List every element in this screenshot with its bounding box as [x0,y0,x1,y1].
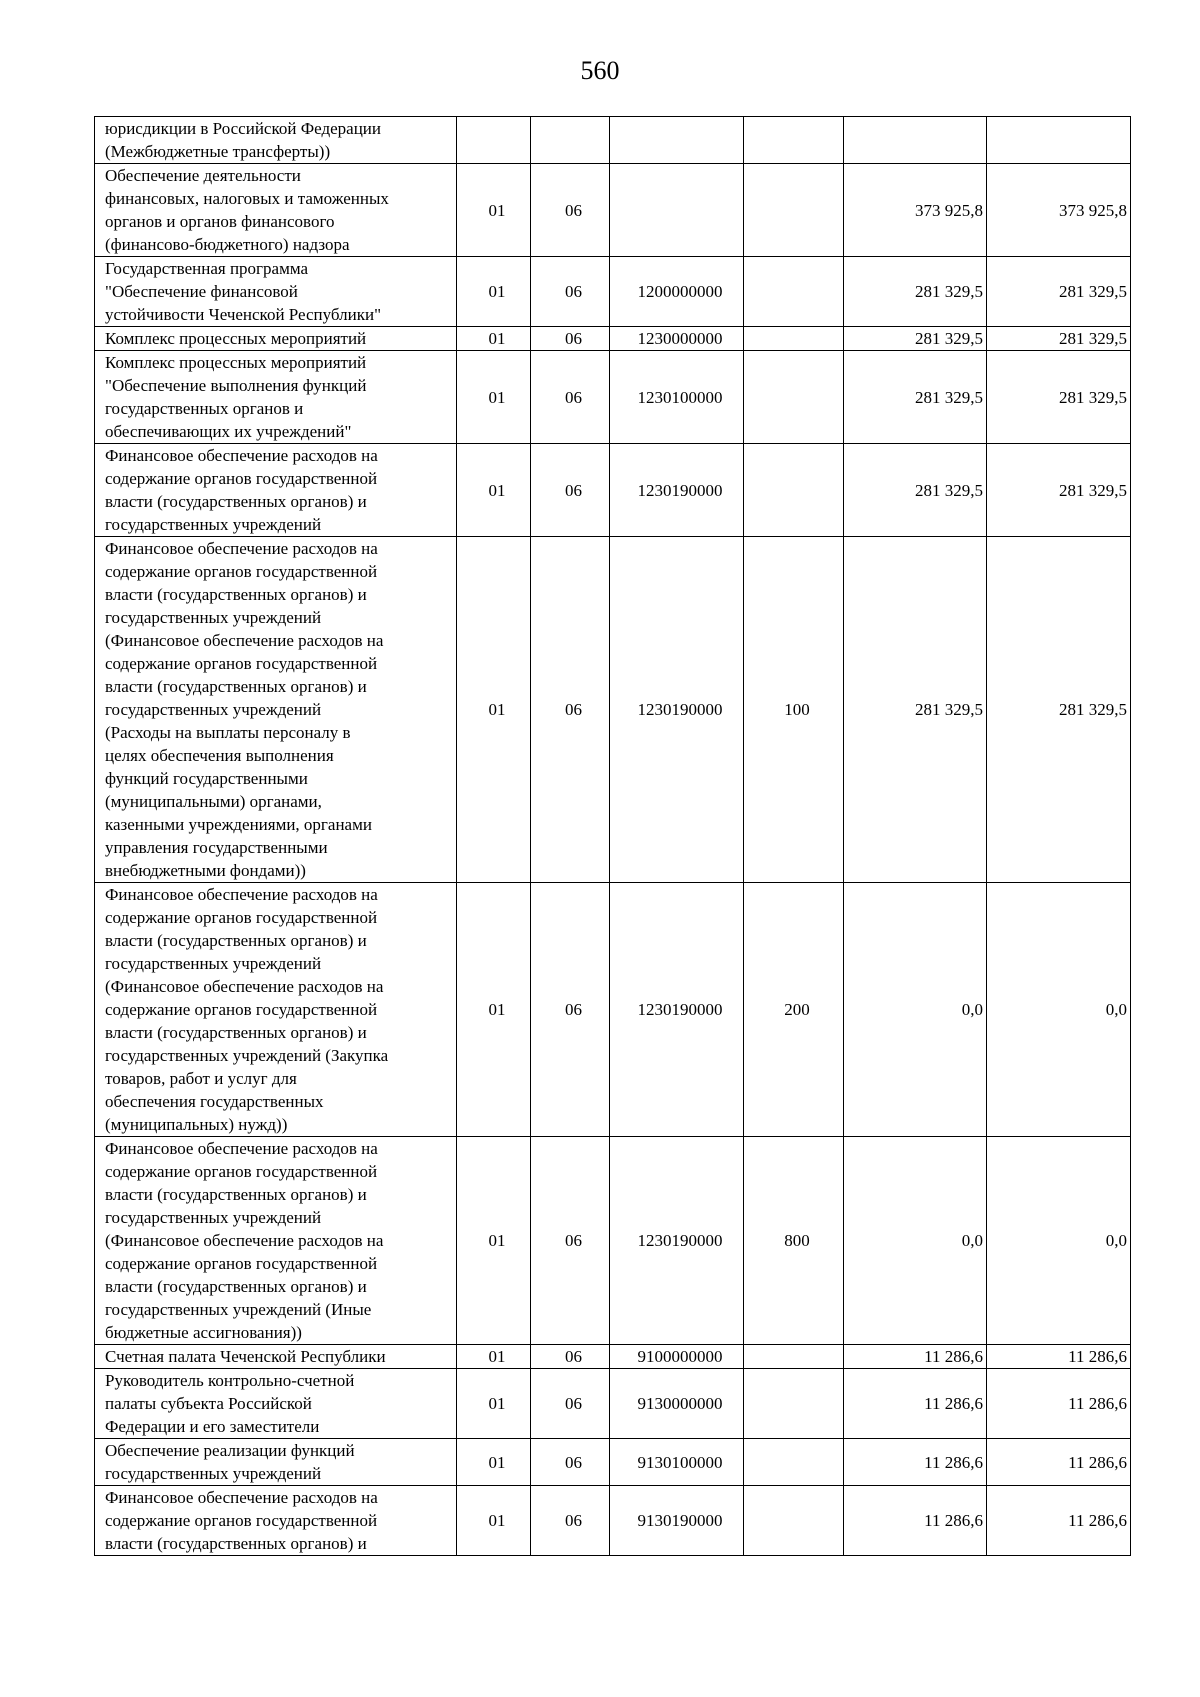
target-article-cell: 1230190000 [610,1137,744,1345]
expense-type-cell [744,164,844,257]
table-row [95,537,1131,883]
amount-cell: 11 286,6 [987,1486,1131,1556]
section-code-cell [457,117,531,164]
amount-cell: 11 286,6 [987,1439,1131,1486]
subsection-code-cell: 06 [531,1345,610,1369]
row-name-cell: Комплекс процессных мероприятий "Обеспечение выполнения функций государственных органов и обеспечивающих их учреждений" [95,351,457,444]
table-row [95,351,1131,444]
row-name-cell: Финансовое обеспечение расходов на содержание органов государственной власти (государственных органов) и [95,1486,457,1556]
expense-type-cell: 100 [744,537,844,883]
amount-cell: 11 286,6 [844,1439,987,1486]
page-number: 560 [580,56,620,85]
expense-type-cell [744,117,844,164]
expense-type-cell [744,1439,844,1486]
amount-cell: 281 329,5 [844,537,987,883]
amount-cell: 281 329,5 [987,257,1131,327]
target-article-cell: 9130190000 [610,1486,744,1556]
section-code-cell: 01 [457,1369,531,1439]
table-row [95,1486,1131,1556]
section-code-cell: 01 [457,883,531,1137]
target-article-cell: 1200000000 [610,257,744,327]
table-row [95,1439,1131,1486]
target-article-cell: 9130000000 [610,1369,744,1439]
expense-type-cell [744,351,844,444]
amount-cell: 11 286,6 [844,1345,987,1369]
table-row [95,257,1131,327]
row-name-cell: Счетная палата Чеченской Республики [95,1345,457,1369]
amount-cell: 373 925,8 [987,164,1131,257]
amount-cell: 373 925,8 [844,164,987,257]
target-article-cell: 1230100000 [610,351,744,444]
table-row [95,1345,1131,1369]
expense-type-cell: 800 [744,1137,844,1345]
expense-type-cell [744,1345,844,1369]
row-name-cell: Финансовое обеспечение расходов на содержание органов государственной власти (государственных органов) и государственных учреждений (Финансовое обеспечение расходов на содержание органов государственной власти (государственных органов) и государственных учреждений (Закупка товаров, работ и услуг для обеспечения государственных (муниципальных) нужд)) [95,883,457,1137]
target-article-cell: 1230190000 [610,444,744,537]
target-article-cell: 9100000000 [610,1345,744,1369]
amount-cell: 0,0 [844,1137,987,1345]
table-row [95,1137,1131,1345]
amount-cell: 281 329,5 [844,257,987,327]
row-name-cell: Обеспечение реализации функций государственных учреждений [95,1439,457,1486]
amount-cell: 281 329,5 [987,537,1131,883]
budget-table [94,116,1131,1556]
expense-type-cell [744,257,844,327]
subsection-code-cell: 06 [531,1369,610,1439]
target-article-cell: 1230000000 [610,327,744,351]
row-name-cell: Обеспечение деятельности финансовых, налоговых и таможенных органов и органов финансового (финансово-бюджетного) надзора [95,164,457,257]
expense-type-cell [744,1369,844,1439]
amount-cell: 11 286,6 [844,1486,987,1556]
row-name-cell: юрисдикции в Российской Федерации (Межбюджетные трансферты)) [95,117,457,164]
amount-cell: 281 329,5 [844,351,987,444]
section-code-cell: 01 [457,444,531,537]
subsection-code-cell: 06 [531,537,610,883]
target-article-cell [610,164,744,257]
row-name-cell: Комплекс процессных мероприятий [95,327,457,351]
subsection-code-cell: 06 [531,883,610,1137]
table-row [95,327,1131,351]
amount-cell: 0,0 [987,1137,1131,1345]
amount-cell: 0,0 [844,883,987,1137]
row-name-cell: Государственная программа "Обеспечение финансовой устойчивости Чеченской Республики" [95,257,457,327]
amount-cell: 281 329,5 [987,327,1131,351]
target-article-cell: 1230190000 [610,537,744,883]
subsection-code-cell: 06 [531,257,610,327]
subsection-code-cell: 06 [531,1486,610,1556]
expense-type-cell: 200 [744,883,844,1137]
table-row [95,117,1131,164]
section-code-cell: 01 [457,1137,531,1345]
amount-cell [987,117,1131,164]
section-code-cell: 01 [457,164,531,257]
table-row [95,1369,1131,1439]
subsection-code-cell: 06 [531,1137,610,1345]
section-code-cell: 01 [457,257,531,327]
subsection-code-cell: 06 [531,1439,610,1486]
amount-cell: 281 329,5 [987,444,1131,537]
subsection-code-cell: 06 [531,164,610,257]
amount-cell: 11 286,6 [987,1345,1131,1369]
amount-cell: 0,0 [987,883,1131,1137]
expense-type-cell [744,327,844,351]
section-code-cell: 01 [457,1345,531,1369]
row-name-cell: Руководитель контрольно-счетной палаты субъекта Российской Федерации и его заместители [95,1369,457,1439]
row-name-cell: Финансовое обеспечение расходов на содержание органов государственной власти (государственных органов) и государственных учреждений [95,444,457,537]
section-code-cell: 01 [457,537,531,883]
table-row [95,164,1131,257]
expense-type-cell [744,444,844,537]
subsection-code-cell: 06 [531,327,610,351]
expense-type-cell [744,1486,844,1556]
amount-cell: 281 329,5 [844,327,987,351]
section-code-cell: 01 [457,1439,531,1486]
table-row [95,444,1131,537]
amount-cell: 281 329,5 [987,351,1131,444]
section-code-cell: 01 [457,1486,531,1556]
target-article-cell: 1230190000 [610,883,744,1137]
subsection-code-cell: 06 [531,444,610,537]
amount-cell: 11 286,6 [987,1369,1131,1439]
amount-cell [844,117,987,164]
row-name-cell: Финансовое обеспечение расходов на содержание органов государственной власти (государственных органов) и государственных учреждений (Финансовое обеспечение расходов на содержание органов государственной власти (государственных органов) и государственных учреждений (Расходы на выплаты персоналу в целях обеспечения выполнения функций государственными (муниципальными) органами, казенными учреждениями, органами управления государственными внебюджетными фондами)) [95,537,457,883]
table-row [95,883,1131,1137]
target-article-cell: 9130100000 [610,1439,744,1486]
row-name-cell: Финансовое обеспечение расходов на содержание органов государственной власти (государственных органов) и государственных учреждений (Финансовое обеспечение расходов на содержание органов государственной власти (государственных органов) и государственных учреждений (Иные бюджетные ассигнования)) [95,1137,457,1345]
section-code-cell: 01 [457,327,531,351]
target-article-cell [610,117,744,164]
subsection-code-cell: 06 [531,351,610,444]
amount-cell: 281 329,5 [844,444,987,537]
subsection-code-cell [531,117,610,164]
section-code-cell: 01 [457,351,531,444]
amount-cell: 11 286,6 [844,1369,987,1439]
